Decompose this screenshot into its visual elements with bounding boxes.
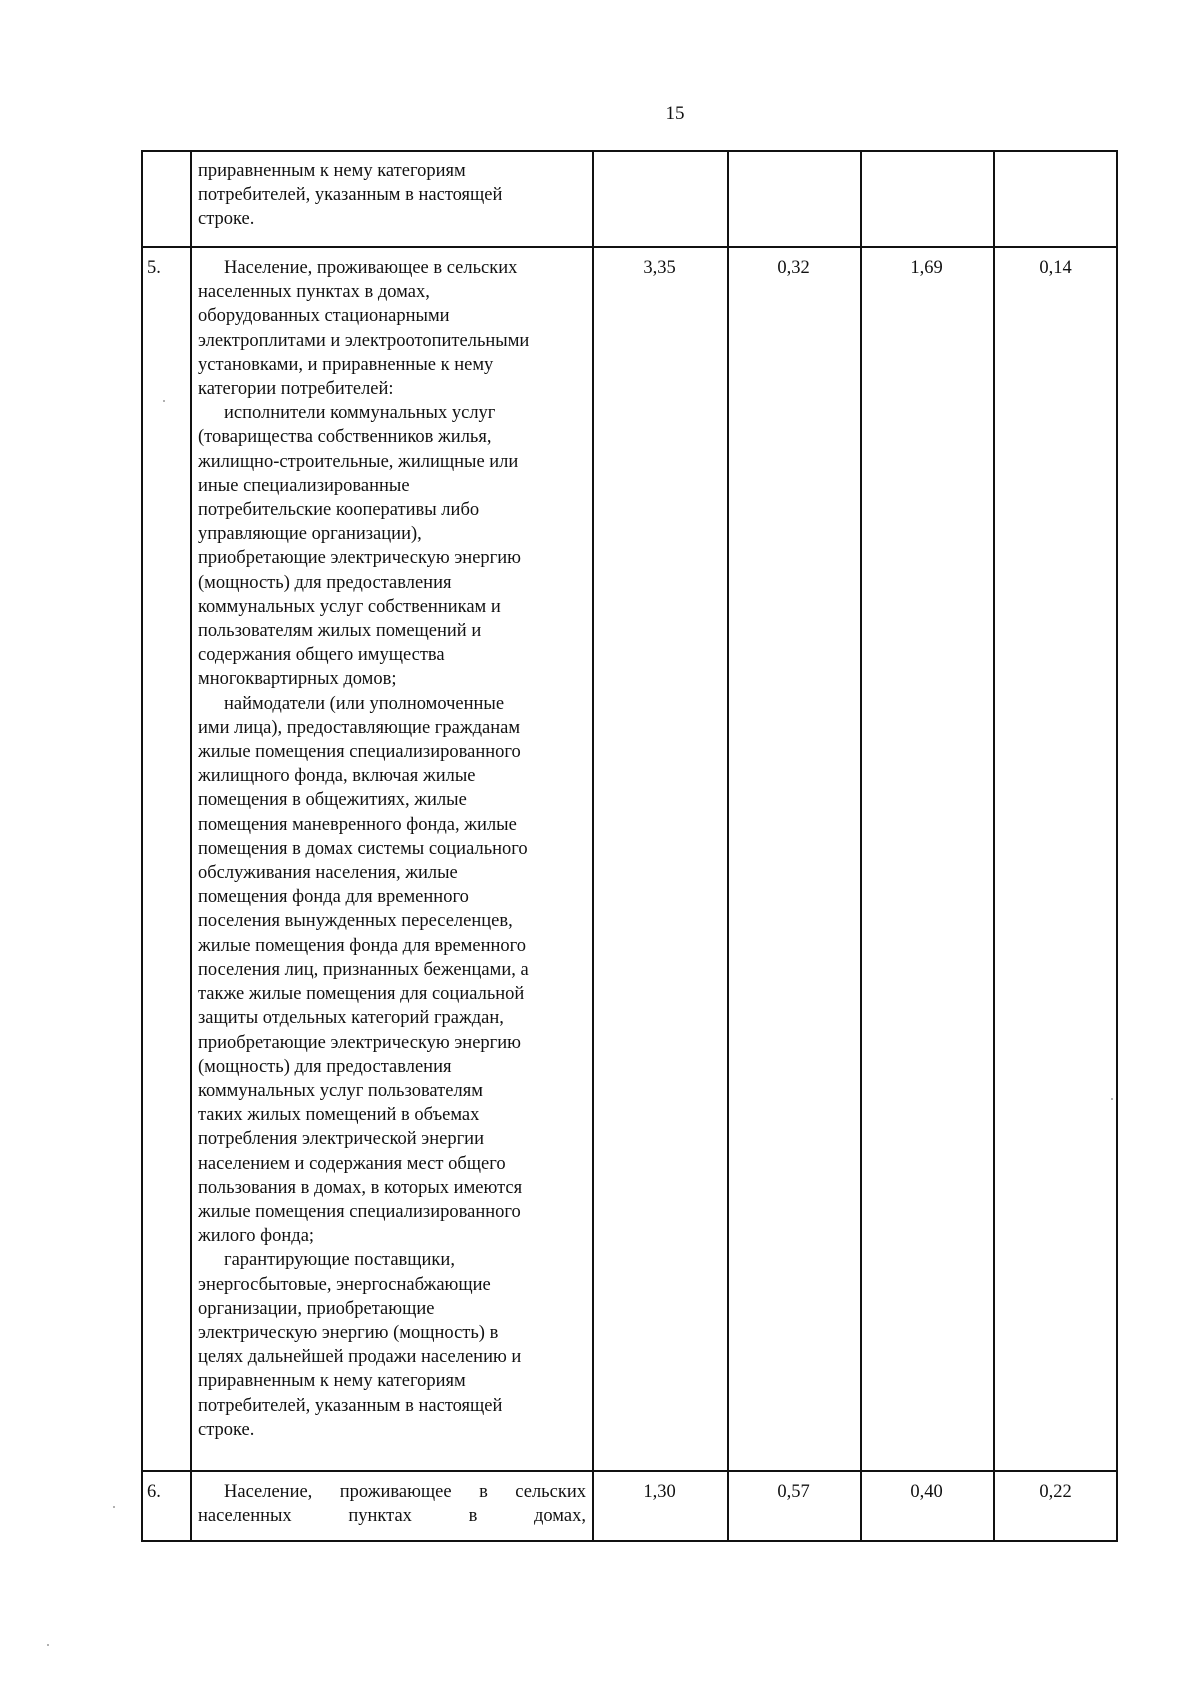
- description-line: потребителей, указанным в настоящей: [198, 1395, 503, 1416]
- table-rule: [141, 1540, 1118, 1542]
- description-line: жилищного фонда, включая жилые: [198, 766, 476, 787]
- scan-speck: [163, 400, 165, 402]
- description-line: электроплитами и электроотопительными: [198, 330, 530, 351]
- description-line: строке.: [198, 1419, 255, 1440]
- table-rule: [860, 150, 862, 1542]
- table-rule: [993, 150, 995, 1542]
- description-line: энергосбытовые, энергоснабжающие: [198, 1274, 491, 1295]
- description-line: приобретающие электрическую энергию: [198, 548, 521, 569]
- value-cell: 0,14: [1039, 258, 1072, 278]
- value-cell: 1,30: [643, 1482, 676, 1502]
- description-line: коммунальных услуг собственникам и: [198, 596, 501, 617]
- scan-speck: [1111, 1098, 1113, 1100]
- word: пунктах: [348, 1506, 412, 1527]
- description-line: наймодатели (или уполномоченные: [224, 693, 505, 714]
- table-rule: [727, 150, 729, 1542]
- description-line: обслуживания населения, жилые: [198, 863, 458, 884]
- description-line: иные специализированные: [198, 475, 410, 496]
- description-line: жилые помещения специализированного: [198, 1201, 521, 1222]
- description-line: населенных пунктах в домах,: [198, 282, 430, 303]
- description-line: населением и содержания мест общего: [198, 1153, 506, 1174]
- description-line: приравненным к нему категориям: [198, 161, 466, 181]
- description-line: целях дальнейшей продажи населению и: [198, 1347, 522, 1368]
- description-line: жилищно-строительные, жилищные или: [198, 451, 519, 472]
- value-cell: 0,57: [777, 1482, 810, 1502]
- description-line: (мощность) для предоставления: [198, 572, 452, 593]
- description-line: потребителей, указанным в настоящей: [198, 185, 503, 206]
- description-line: строке.: [198, 209, 255, 230]
- description-line: (товарищества собственников жилья,: [198, 427, 492, 448]
- description-line: жилые помещения фонда для временного: [198, 935, 526, 956]
- description-line: также жилые помещения для социальной: [198, 984, 525, 1005]
- value-cell: 0,22: [1039, 1482, 1072, 1502]
- description-line: поселения вынужденных переселенцев,: [198, 911, 513, 932]
- value-cell: 0,32: [777, 258, 810, 278]
- word: в: [479, 1482, 488, 1502]
- description-line: помещения фонда для временного: [198, 887, 469, 908]
- page-number: 15: [665, 103, 685, 124]
- description-line: потребления электрической энергии: [198, 1129, 484, 1150]
- value-cell: 1,69: [910, 258, 943, 278]
- word: в: [468, 1506, 478, 1527]
- description-line: жилые помещения специализированного: [198, 742, 521, 763]
- description-line: категории потребителей:: [198, 379, 394, 400]
- value-cell: 0,40: [910, 1482, 943, 1502]
- description-line: исполнители коммунальных услуг: [224, 403, 496, 424]
- description-line: гарантирующие поставщики,: [224, 1250, 455, 1271]
- description-line: потребительские кооперативы либо: [198, 500, 480, 521]
- table-rule: [141, 246, 1118, 248]
- description-line: пользования в домах, в которых имеются: [198, 1177, 523, 1198]
- word: сельских: [515, 1482, 586, 1502]
- description-line: содержания общего имущества: [198, 645, 445, 666]
- table-rule: [141, 150, 1118, 152]
- scan-speck: [47, 1644, 49, 1646]
- description-line: установками, и приравненные к нему: [198, 354, 494, 375]
- description-line: коммунальных услуг пользователям: [198, 1080, 483, 1101]
- word: проживающее: [339, 1482, 452, 1502]
- description-line: защиты отдельных категорий граждан,: [198, 1008, 504, 1029]
- description-line: управляющие организации),: [198, 524, 422, 545]
- description-line: многоквартирных домов;: [198, 669, 397, 690]
- description-line: таких жилых помещений в объемах: [198, 1105, 480, 1126]
- table-rule: [592, 150, 594, 1542]
- description-line: приравненным к нему категориям: [198, 1371, 466, 1392]
- description-line: электрическую энергию (мощность) в: [198, 1322, 499, 1343]
- description-line: (мощность) для предоставления: [198, 1056, 452, 1077]
- description-line: помещения в общежитиях, жилые: [198, 790, 467, 811]
- scan-speck: [113, 1506, 115, 1508]
- row-number: 5.: [147, 258, 161, 278]
- table-rule: [141, 1470, 1118, 1472]
- description-line: помещения в домах системы социального: [198, 838, 528, 859]
- description-line: пользователям жилых помещений и: [198, 621, 482, 642]
- description-line: организации, приобретающие: [198, 1298, 435, 1319]
- value-cell: 3,35: [643, 258, 676, 278]
- description-line: приобретающие электрическую энергию: [198, 1032, 521, 1053]
- table-rule: [141, 150, 143, 1542]
- table-rule: [190, 150, 192, 1542]
- word: населенных: [198, 1506, 292, 1527]
- description-line: поселения лиц, признанных беженцами, а: [198, 959, 529, 980]
- word: домах,: [533, 1506, 586, 1527]
- description-line: жилого фонда;: [198, 1226, 315, 1247]
- table-rule: [1116, 150, 1118, 1542]
- word: Население,: [224, 1482, 313, 1502]
- description-line: Население, проживающее в сельских: [224, 258, 518, 278]
- description-line: [198, 1480, 586, 1504]
- row-number: 6.: [147, 1482, 161, 1502]
- row-description: [198, 256, 586, 1442]
- description-line: оборудованных стационарными: [198, 306, 450, 327]
- description-line: [198, 1504, 586, 1528]
- description-line: ими лица), предоставляющие гражданам: [198, 717, 521, 738]
- row-description: [198, 159, 586, 232]
- row-description: [198, 1480, 586, 1528]
- description-line: помещения маневренного фонда, жилые: [198, 814, 517, 835]
